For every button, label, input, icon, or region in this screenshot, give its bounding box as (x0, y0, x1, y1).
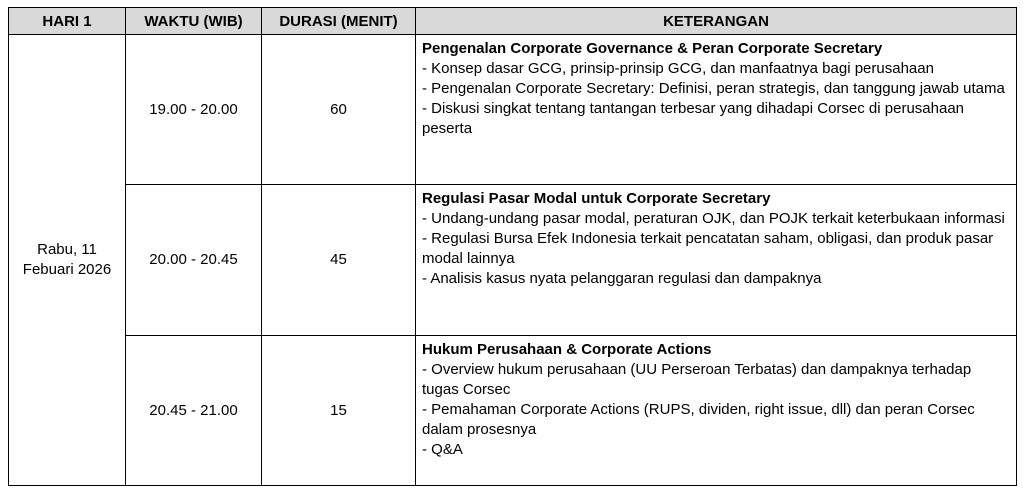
session-item: - Pengenalan Corporate Secretary: Definisi, peran strategis, dan tanggung jawab utama (422, 80, 1005, 97)
header-day: HARI 1 (9, 8, 126, 35)
header-row (9, 8, 1017, 35)
schedule-table (8, 7, 1017, 486)
session-item: - Q&A (422, 441, 463, 458)
table-row (9, 185, 1017, 336)
duration-cell: 15 (262, 336, 416, 486)
time-cell: 20.00 - 20.45 (126, 185, 262, 336)
session-item: - Diskusi singkat tentang tantangan terbesar yang dihadapi Corsec di perusahaan peserta (422, 100, 965, 137)
header-notes: KETERANGAN (416, 8, 1017, 35)
duration-cell: 45 (262, 185, 416, 336)
notes-cell (416, 336, 1017, 486)
header-time: WAKTU (WIB) (126, 8, 262, 35)
duration-cell: 60 (262, 35, 416, 185)
header-duration: DURASI (MENIT) (262, 8, 416, 35)
notes-cell (416, 185, 1017, 336)
schedule-table-wrapper (8, 7, 1017, 486)
time-cell: 20.45 - 21.00 (126, 336, 262, 486)
session-title: Pengenalan Corporate Governance & Peran Corporate Secretary (422, 40, 883, 57)
notes-cell (416, 35, 1017, 185)
table-row (9, 336, 1017, 486)
session-title: Regulasi Pasar Modal untuk Corporate Secretary (422, 190, 771, 207)
session-title: Hukum Perusahaan & Corporate Actions (422, 341, 712, 358)
day-line-2: Febuari 2026 (22, 261, 112, 278)
session-item: - Regulasi Bursa Efek Indonesia terkait pencatatan saham, obligasi, dan produk pasar modal lainnya (422, 230, 994, 267)
day-cell (9, 35, 126, 486)
time-cell: 19.00 - 20.00 (126, 35, 262, 185)
session-item: - Konsep dasar GCG, prinsip-prinsip GCG, dan manfaatnya bagi perusahaan (422, 60, 934, 77)
day-line-1: Rabu, 11 (37, 241, 97, 258)
session-item: - Undang-undang pasar modal, peraturan OJK, dan POJK terkait keterbukaan informasi (422, 210, 1005, 227)
session-item: - Overview hukum perusahaan (UU Perseroan Terbatas) dan dampaknya terhadap tugas Corsec (422, 361, 972, 398)
session-item: - Pemahaman Corporate Actions (RUPS, dividen, right issue, dll) dan peran Corsec dalam prosesnya (422, 401, 975, 438)
table-row (9, 35, 1017, 185)
session-item: - Analisis kasus nyata pelanggaran regulasi dan dampaknya (422, 270, 822, 287)
